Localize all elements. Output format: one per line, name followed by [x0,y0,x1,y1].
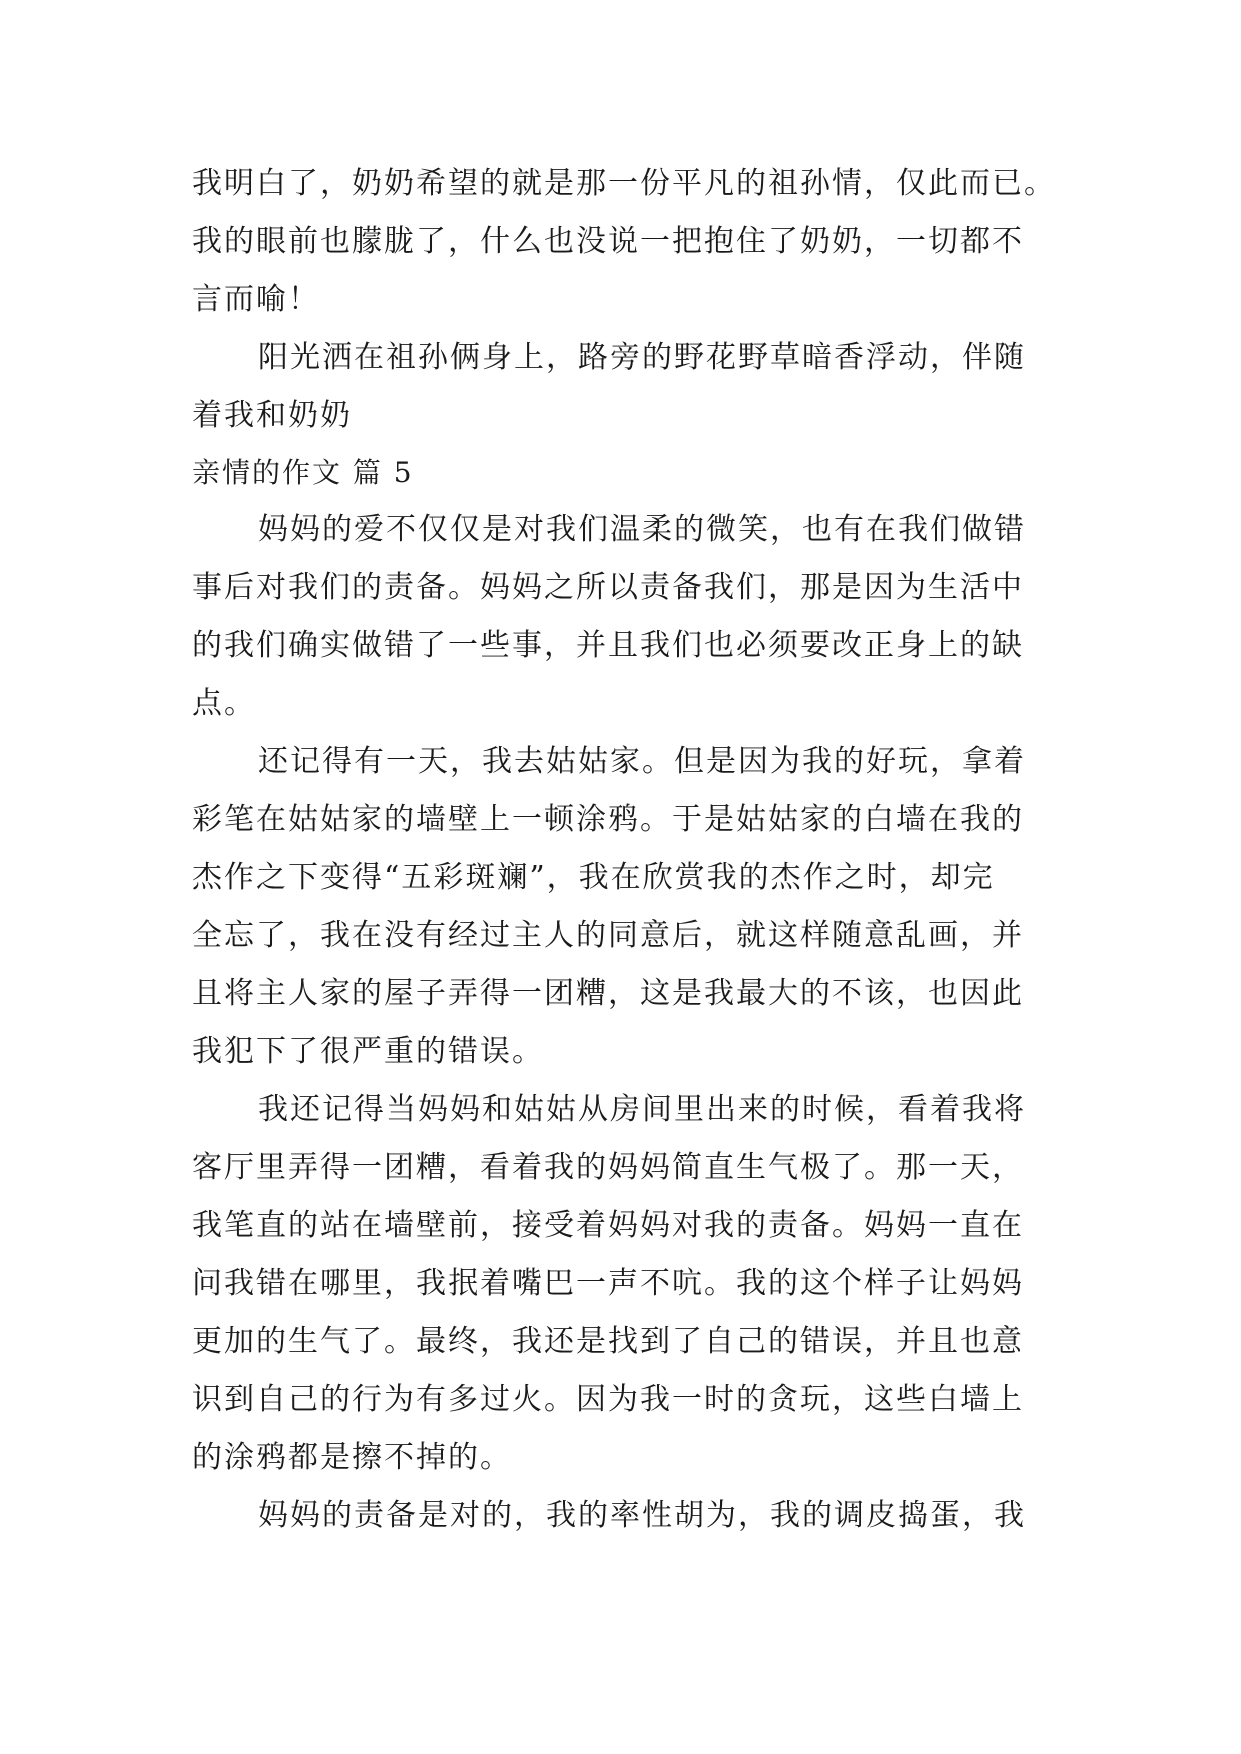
text-line: 彩笔在姑姑家的墙壁上一顿涂鸦。于是姑姑家的白墙在我的 [192,802,1024,837]
text-line: 识到自己的行为有多过火。因为我一时的贪玩，这些白墙上 [192,1382,1024,1417]
text-line: 全忘了，我在没有经过主人的同意后，就这样随意乱画，并 [192,918,1024,953]
text-line: 还记得有一天，我去姑姑家。但是因为我的好玩，拿着 [258,744,1026,779]
text-line: 更加的生气了。最终，我还是找到了自己的错误，并且也意 [192,1324,1024,1359]
text-line: 妈妈的责备是对的，我的率性胡为，我的调皮捣蛋，我 [258,1498,1026,1533]
paragraph [192,1487,1072,1545]
paragraph [192,1081,1072,1487]
text-line: 的涂鸦都是擦不掉的。 [192,1440,512,1475]
text-line: 的我们确实做错了一些事，并且我们也必须要改正身上的缺 [192,628,1024,663]
text-line: 我笔直的站在墙壁前，接受着妈妈对我的责备。妈妈一直在 [192,1208,1024,1243]
paragraph [192,733,1072,1081]
section-title: 亲情的作文 篇 5 [192,456,414,489]
text-line: 阳光洒在祖孙俩身上，路旁的野花野草暗香浮动，伴随 [258,340,1026,375]
text-line: 言而喻！ [192,282,320,317]
text-line: 事后对我们的责备。妈妈之所以责备我们，那是因为生活中 [192,570,1024,605]
paragraph [192,501,1072,733]
text-line: 杰作之下变得“五彩斑斓”，我在欣赏我的杰作之时，却完 [192,860,995,895]
text-line: 且将主人家的屋子弄得一团糟，这是我最大的不该，也因此 [192,976,1024,1011]
text-line: 我明白了，奶奶希望的就是那一份平凡的祖孙情，仅此而已。 [192,166,1056,201]
text-line: 点。 [192,686,256,721]
text-line: 我犯下了很严重的错误。 [192,1034,544,1069]
text-line: 问我错在哪里，我抿着嘴巴一声不吭。我的这个样子让妈妈 [192,1266,1024,1301]
text-line: 我还记得当妈妈和姑姑从房间里出来的时候，看着我将 [258,1092,1026,1127]
paragraph [192,329,1072,445]
text-line: 客厅里弄得一团糟，看着我的妈妈简直生气极了。那一天， [192,1150,1024,1185]
text-line: 妈妈的爱不仅仅是对我们温柔的微笑，也有在我们做错 [258,512,1026,547]
paragraph [192,155,1072,329]
text-line: 我的眼前也朦胧了，什么也没说一把抱住了奶奶，一切都不 [192,224,1024,259]
text-line: 着我和奶奶 [192,398,352,433]
document-body [192,155,1072,1545]
